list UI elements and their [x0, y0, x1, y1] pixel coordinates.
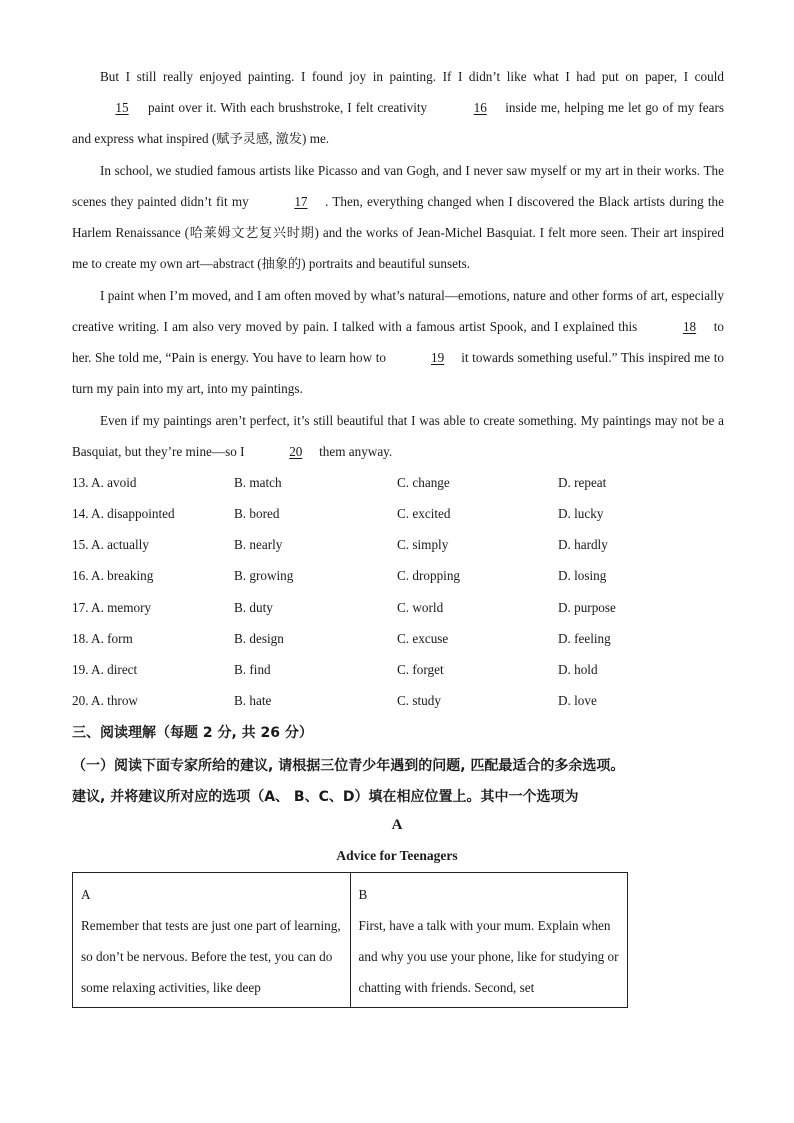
option-d: D. purpose	[558, 600, 616, 615]
option-c: C. study	[397, 693, 441, 708]
option-b: B. duty	[234, 600, 273, 615]
blank-18: 18	[682, 319, 697, 334]
option-a: 20. A. throw	[72, 693, 138, 708]
option-row-20	[72, 685, 724, 716]
option-b: B. find	[234, 662, 271, 677]
advice-text: Remember that tests are just one part of learning, so don’t be nervous. Before the test, you can do some relaxing activities, like deep	[81, 918, 341, 995]
option-a: 16. A. breaking	[72, 568, 154, 583]
article-title: Advice for Teenagers	[336, 848, 458, 863]
option-c: C. simply	[397, 537, 449, 552]
option-b: B. bored	[234, 506, 280, 521]
option-b: B. design	[234, 631, 284, 646]
passage-text: paint over it. With each brushstroke, I felt creativity	[144, 100, 432, 115]
option-row-18	[72, 623, 724, 654]
option-a: 15. A. actually	[72, 537, 149, 552]
option-d: D. hold	[558, 662, 598, 677]
option-b: B. match	[234, 475, 282, 490]
passage-text: I paint when I’m moved, and I am often moved by what’s natural—emotions, nature and other forms of art, especially creative writing. I am also very moved by pain. I talked with a famous artist Spook, and I explained this	[72, 288, 724, 334]
option-a: 19. A. direct	[72, 662, 138, 677]
section-instructions-line-2: 建议, 并将建议所对应的选项（A、 B、C、D）填在相应位置上。其中一个选项为	[72, 789, 579, 805]
option-b: B. hate	[234, 693, 272, 708]
passage-text: them anyway.	[315, 444, 393, 459]
option-d: D. feeling	[558, 631, 611, 646]
passage-text: to her. She told me, “Pain is energy. You have to learn how to	[72, 319, 725, 365]
option-a: 17. A. memory	[72, 600, 152, 615]
passage-paragraph-4	[72, 405, 724, 467]
option-d: D. lucky	[558, 506, 604, 521]
passage-paragraph-2	[72, 155, 724, 279]
option-d: D. repeat	[558, 475, 607, 490]
option-d: D. losing	[558, 568, 607, 583]
passage-text: . Then, everything changed when I discovered the Black artists during the Harlem Renaissance (哈莱姆文艺复兴时期) and the works of Jean-Michel Basquiat. I felt more seen. Their art inspired me to create my own art—abstract (抽象的) portraits and beautiful sunsets.	[72, 194, 724, 271]
blank-17: 17	[294, 194, 308, 209]
option-c: C. world	[397, 600, 444, 615]
passage-text: it towards something useful.” This inspired me to turn my pain into my art, into my paintings.	[72, 350, 724, 396]
passage-text: But I still really enjoyed painting. I found joy in painting. If I didn’t like what I had put on paper, I could	[100, 69, 724, 84]
option-row-16	[72, 560, 724, 591]
advice-cell-a	[73, 873, 351, 1008]
passage-text: Even if my paintings aren’t perfect, it’s still beautiful that I was able to create something. My paintings may not be a Basquiat, but they’re mine—so I	[72, 413, 724, 459]
option-row-17	[72, 592, 724, 623]
passage-text: In school, we studied famous artists like Picasso and van Gogh, and I never saw myself or my art in their works. The scenes they painted didn’t fit my	[72, 163, 724, 209]
advice-cell-b	[350, 873, 628, 1008]
option-b: B. nearly	[234, 537, 283, 552]
option-row-14	[72, 498, 724, 529]
option-c: C. change	[397, 475, 450, 490]
option-row-13	[72, 467, 724, 498]
blank-19: 19	[431, 350, 445, 365]
option-b: B. growing	[234, 568, 294, 583]
advice-text: First, have a talk with your mum. Explain when and why you use your phone, like for studying or chatting with friends. Second, set	[358, 918, 619, 995]
option-a: 18. A. form	[72, 631, 133, 646]
blank-16: 16	[473, 100, 487, 115]
blank-20: 20	[289, 444, 303, 459]
option-c: C. forget	[397, 662, 444, 677]
option-d: D. love	[558, 693, 597, 708]
option-row-15	[72, 529, 724, 560]
advice-letter: A	[81, 887, 91, 902]
option-c: C. dropping	[397, 568, 461, 583]
option-c: C. excuse	[397, 631, 449, 646]
option-a: 14. A. disappointed	[72, 506, 175, 521]
option-c: C. excited	[397, 506, 451, 521]
option-a: 13. A. avoid	[72, 475, 137, 490]
advice-letter: B	[358, 887, 368, 902]
section-heading: 三、阅读理解（每题 2 分, 共 26 分）	[72, 725, 313, 741]
blank-15: 15	[115, 100, 129, 115]
part-label: A	[391, 817, 403, 833]
passage-paragraph-3	[72, 280, 724, 404]
passage-paragraph-1	[72, 61, 724, 154]
advice-table	[72, 872, 628, 1008]
passage-text: inside me, helping me let go of my fears and express what inspired (赋予灵感, 激发) me.	[72, 100, 724, 146]
option-row-19	[72, 654, 724, 685]
option-d: D. hardly	[558, 537, 608, 552]
table-row	[73, 873, 628, 1008]
section-instructions-line-1: （一）阅读下面专家所给的建议, 请根据三位青少年遇到的问题, 匹配最适合的多余选项。	[72, 758, 625, 774]
